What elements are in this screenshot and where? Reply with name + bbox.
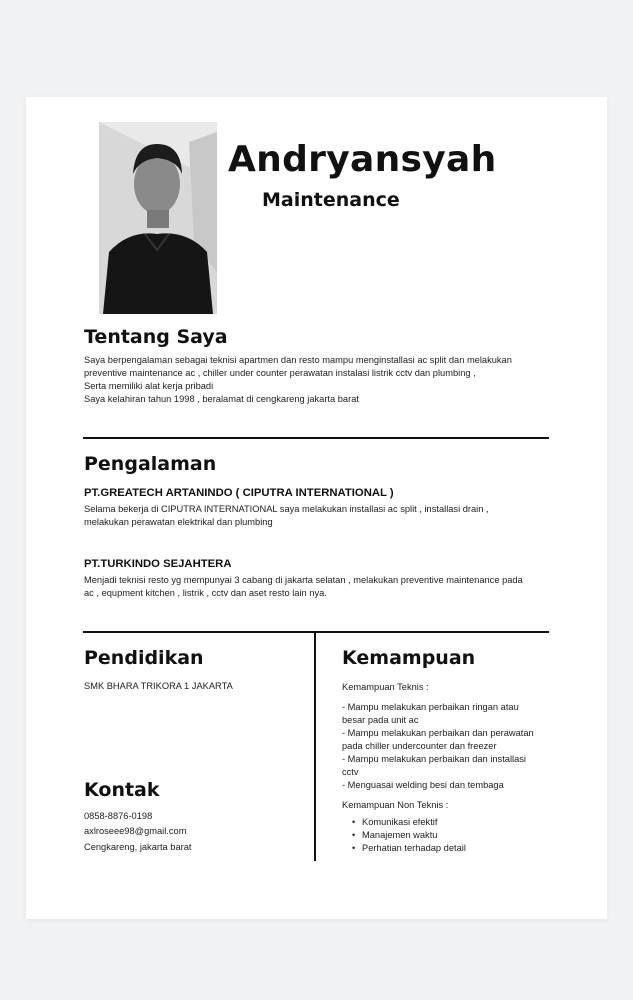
job-company: PT.GREATECH ARTANINDO ( CIPUTRA INTERNATIONAL ) <box>84 487 394 499</box>
technical-skills-list <box>342 701 547 792</box>
skill-line: - Mampu melakukan perbaikan dan perawatan <box>342 728 534 738</box>
list-item: • Manajemen waktu <box>352 829 466 842</box>
skill-line: pada chiller undercounter dan freezer <box>342 741 497 751</box>
job-description <box>84 574 549 600</box>
education-school: SMK BHARA TRIKORA 1 JAKARTA <box>84 681 233 691</box>
candidate-role: Maintenance <box>262 189 400 211</box>
about-line: Saya berpengalaman sebagai teknisi apartmen dan resto mampu menginstallasi ac split dan melakukan <box>84 355 512 365</box>
list-item: • Komunikasi efektif <box>352 816 466 829</box>
about-line: Serta memiliki alat kerja pribadi <box>84 381 214 391</box>
skill-line: cctv <box>342 767 359 777</box>
contact-phone: 0858-8876-0198 <box>84 811 153 821</box>
skill-line: - Mampu melakukan perbaikan dan installasi <box>342 754 526 764</box>
skills-heading: Kemampuan <box>342 647 476 669</box>
about-line: Saya kelahiran tahun 1998 , beralamat di cengkareng jakarta barat <box>84 394 359 404</box>
about-heading: Tentang Saya <box>84 326 228 348</box>
technical-skills-label: Kemampuan Teknis : <box>342 682 429 692</box>
candidate-name: Andryansyah <box>228 139 497 180</box>
education-heading: Pendidikan <box>84 647 204 669</box>
skill-line: - Menguasai welding besi dan tembaga <box>342 780 504 790</box>
contact-heading: Kontak <box>84 779 160 801</box>
job-line: Menjadi teknisi resto yg mempunyai 3 cabang di jakarta selatan , melakukan preventive maintenance pada <box>84 575 523 585</box>
job-line: Selama bekerja di CIPUTRA INTERNATIONAL saya melakukan installasi ac split , installasi drain , <box>84 504 489 514</box>
job-description <box>84 503 549 529</box>
skill-line: besar pada unit ac <box>342 715 419 725</box>
job-line: ac , equpment kitchen , listrik , cctv dan aset resto lain nya. <box>84 588 327 598</box>
experience-heading: Pengalaman <box>84 453 217 475</box>
about-line: preventive maintenance ac , chiller under counter perawatan instalasi listrik cctv dan plumbing , <box>84 368 476 378</box>
profile-photo <box>99 122 217 314</box>
about-text <box>84 354 549 406</box>
divider <box>83 631 549 633</box>
job-line: melakukan perawatan elektrikal dan plumbing <box>84 517 273 527</box>
skill-line: - Mampu melakukan perbaikan ringan atau <box>342 702 519 712</box>
contact-address: Cengkareng, jakarta barat <box>84 842 192 852</box>
list-item: • Perhatian terhadap detail <box>352 842 466 855</box>
nontechnical-skills-list <box>352 816 466 855</box>
divider <box>83 437 549 439</box>
job-company: PT.TURKINDO SEJAHTERA <box>84 558 232 570</box>
column-divider <box>314 632 316 861</box>
nontechnical-skills-label: Kemampuan Non Teknis : <box>342 800 449 810</box>
resume-page <box>26 97 607 919</box>
contact-email: axlroseee98@gmail.com <box>84 826 187 836</box>
